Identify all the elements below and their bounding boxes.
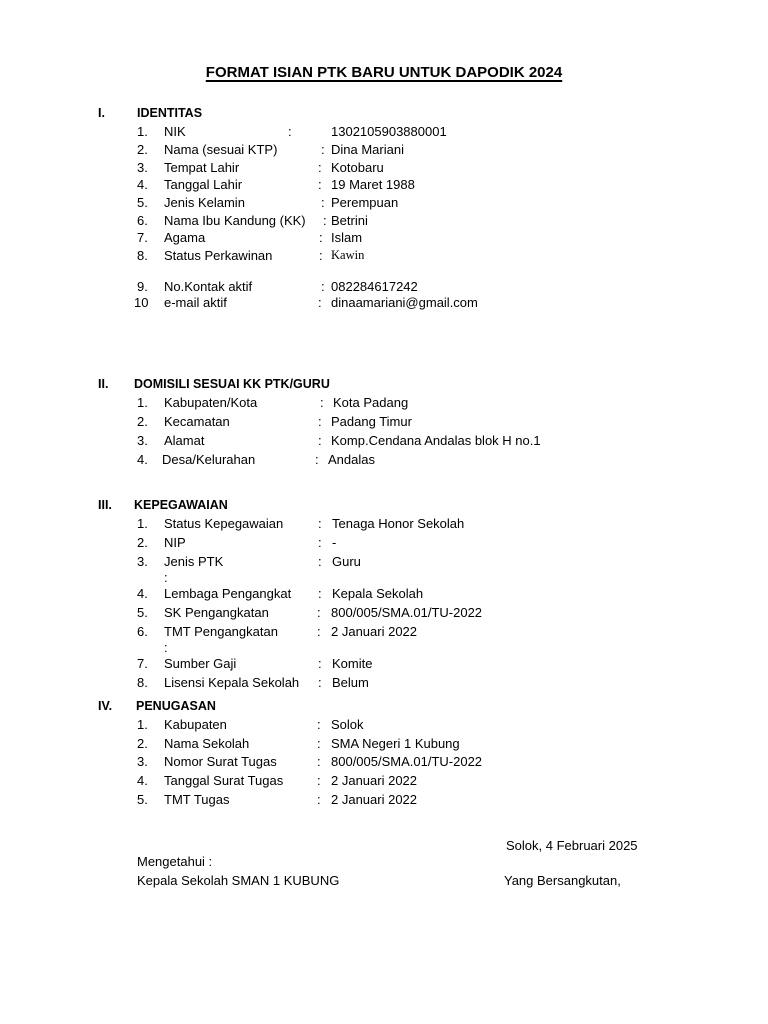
field-value: Islam [331,230,363,245]
field-value: 800/005/SMA.01/TU-2022 [331,754,483,769]
field-colon: : [317,736,321,751]
section-title-penugasan: PENUGASAN [136,699,216,713]
row-number: 4. [137,586,148,601]
field-value: 2 Januari 2022 [331,773,418,788]
row-number: 3. [137,433,148,448]
row-number: 10 [134,295,149,310]
field-value: Guru [332,554,361,569]
field-label: Status Perkawinan [164,248,273,263]
field-value: 2 Januari 2022 [331,792,418,807]
field-colon: : [318,535,322,550]
field-colon: : [320,395,324,410]
field-colon: : [318,656,322,671]
field-colon: : [317,754,321,769]
row-number: 3. [137,554,148,569]
field-label: No.Kontak aktif [164,279,253,294]
section-number: III. [98,498,112,512]
field-value: 19 Maret 1988 [331,177,415,192]
row-number: 1. [137,124,148,139]
field-label: Agama [164,230,206,245]
stray-colon: : [164,640,168,655]
field-colon: : [321,142,325,157]
concerned-signatory: Yang Bersangkutan, [504,873,621,888]
section-number: IV. [98,699,113,713]
field-value: Kota Padang [333,395,409,410]
row-number: 2. [137,535,148,550]
field-colon: : [318,586,322,601]
section-title-kepegawaian: KEPEGAWAIAN [134,498,228,512]
principal-signatory: Kepala Sekolah SMAN 1 KUBUNG [137,873,340,888]
field-label: NIK [164,124,186,139]
field-label: Kabupaten [164,717,227,732]
field-label: Nama Sekolah [164,736,250,751]
section-title-domisili: DOMISILI SESUAI KK PTK/GURU [134,377,330,391]
field-value: Padang Timur [331,414,412,429]
row-number: 6. [137,624,148,639]
field-label: Lembaga Pengangkat [164,586,292,601]
field-value: Kepala Sekolah [332,586,424,601]
stray-colon: : [164,570,168,585]
field-colon: : [319,230,323,245]
field-label: SK Pengangkatan [164,605,269,620]
field-value: Dina Mariani [331,142,404,157]
field-colon: : [288,124,292,139]
field-colon: : [318,433,322,448]
field-value: Kawin [331,248,365,262]
field-label: e-mail aktif [164,295,227,310]
document-title: FORMAT ISIAN PTK BARU UNTUK DAPODIK 2024 [205,64,563,81]
field-value: 800/005/SMA.01/TU-2022 [331,605,483,620]
field-label: Lisensi Kepala Sekolah [164,675,300,690]
field-colon: : [317,773,321,788]
place-date: Solok, 4 Februari 2025 [506,838,638,853]
field-colon: : [318,160,322,175]
field-value: SMA Negeri 1 Kubung [331,736,460,751]
row-number: 5. [137,605,148,620]
row-number: 4. [137,773,148,788]
row-number: 3. [137,754,148,769]
field-label: Tanggal Surat Tugas [164,773,284,788]
row-number: 7. [137,230,148,245]
field-label: Nama (sesuai KTP) [164,142,278,157]
field-label: Kecamatan [164,414,230,429]
field-colon: : [317,605,321,620]
field-colon: : [321,279,325,294]
acknowledged-label: Mengetahui : [137,854,213,869]
field-label: Jenis PTK [164,554,224,569]
row-number: 2. [137,736,148,751]
field-colon: : [318,554,322,569]
field-label: Alamat [164,433,205,448]
field-label: TMT Pengangkatan [164,624,278,639]
field-colon: : [318,675,322,690]
row-number: 1. [137,717,148,732]
field-value: 1302105903880001 [331,124,447,139]
row-number: 6. [137,213,148,228]
row-number: 7. [137,656,148,671]
section-number: I. [98,106,105,120]
field-colon: : [317,792,321,807]
field-colon: : [318,414,322,429]
row-number: 8. [137,675,148,690]
field-label: Kabupaten/Kota [164,395,258,410]
row-number: 5. [137,195,148,210]
field-value: Betrini [331,213,368,228]
section-number: II. [98,377,109,391]
field-colon: : [321,195,325,210]
field-colon: : [318,295,322,310]
field-value: 082284617242 [331,279,418,294]
field-colon: : [315,452,319,467]
field-label: Sumber Gaji [164,656,237,671]
field-colon: : [318,516,322,531]
field-label: Tempat Lahir [164,160,240,175]
field-value: - [332,535,337,550]
field-colon: : [318,177,322,192]
row-number: 5. [137,792,148,807]
row-number: 2. [137,142,148,157]
field-value: Komite [332,656,373,671]
field-value: Komp.Cendana Andalas blok H no.1 [331,433,541,448]
field-label: TMT Tugas [164,792,230,807]
row-number: 9. [137,279,148,294]
row-number: 1. [137,516,148,531]
field-value: Perempuan [331,195,399,210]
row-number: 3. [137,160,148,175]
field-value: dinaamariani@gmail.com [331,295,478,310]
row-number: 4. [137,452,148,467]
field-value: Belum [332,675,369,690]
field-value: Andalas [328,452,375,467]
field-label: Nama Ibu Kandung (KK) [164,213,306,228]
field-value: Kotobaru [331,160,384,175]
field-colon: : [319,248,323,263]
section-title-identitas: IDENTITAS [137,106,203,120]
field-label: Tanggal Lahir [164,177,243,192]
field-label: NIP [164,535,186,550]
field-label: Nomor Surat Tugas [164,754,277,769]
field-label: Status Kepegawaian [164,516,284,531]
row-number: 1. [137,395,148,410]
row-number: 2. [137,414,148,429]
field-value: Tenaga Honor Sekolah [332,516,465,531]
field-colon: : [323,213,327,228]
field-colon: : [317,717,321,732]
field-colon: : [317,624,321,639]
field-label: Desa/Kelurahan [162,452,256,467]
field-value: 2 Januari 2022 [331,624,418,639]
row-number: 4. [137,177,148,192]
field-label: Jenis Kelamin [164,195,245,210]
field-value: Solok [331,717,364,732]
row-number: 8. [137,248,148,263]
